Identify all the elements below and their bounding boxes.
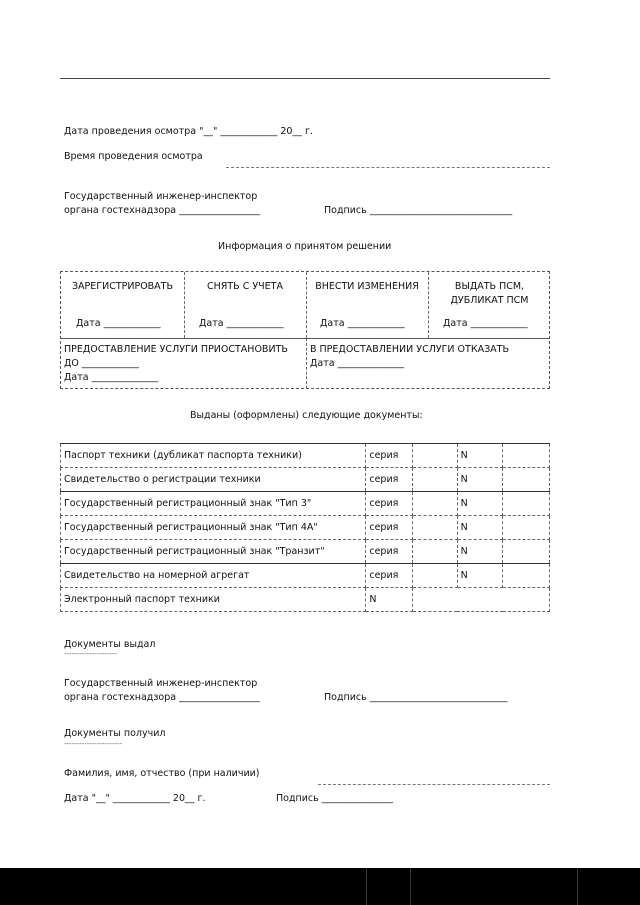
doc-series: серия [366, 516, 413, 540]
inspector-bottom-org: органа гостехнадзора _________________ [64, 692, 260, 703]
decision-issue-psm-line1: ВЫДАТЬ ПСМ, [454, 281, 525, 292]
doc-series-value [413, 444, 458, 468]
doc-n: N [457, 516, 503, 540]
suspend-title: ПРЕДОСТАВЛЕНИЕ УСЛУГИ ПРИОСТАНОВИТЬ [64, 344, 288, 355]
documents-table [60, 443, 550, 612]
received-label: Документы получил [64, 728, 166, 739]
inspector-bottom-title: Государственный инженер-инспектор [64, 678, 258, 689]
doc-n-value [503, 516, 550, 540]
doc-series: серия [366, 492, 413, 516]
inspector-signature: Подпись ______________________________ [324, 205, 513, 216]
table-row [61, 468, 550, 492]
doc-series-value [413, 492, 458, 516]
suspend-date: Дата ______________ [64, 372, 159, 383]
doc-series-value [413, 540, 458, 564]
inspector-bottom-signature: Подпись _____________________________ [324, 692, 508, 703]
inspector-org: органа гостехнадзора _________________ [64, 205, 260, 216]
table-row [61, 516, 550, 540]
doc-name: Свидетельство на номерной агрегат [61, 564, 366, 588]
doc-n-value [503, 492, 550, 516]
table-row [61, 564, 550, 588]
table-row [61, 540, 550, 564]
doc-n-value [503, 468, 550, 492]
decision-date-3: Дата ____________ [320, 318, 405, 329]
doc-n: N [457, 468, 503, 492]
doc-n: N [457, 540, 503, 564]
decision-register: ЗАРЕГИСТРИРОВАТЬ [71, 281, 174, 292]
doc-name: Государственный регистрационный знак "Транзит" [61, 540, 366, 564]
decision-issue-psm [428, 280, 551, 308]
divider [61, 338, 549, 339]
received-signature: Подпись _______________ [276, 793, 394, 804]
inspection-date: Дата проведения осмотра "__" ____________ 20__ г. [64, 126, 313, 137]
doc-series-value [413, 516, 458, 540]
received-date: Дата "__" ____________ 20__ г. [64, 793, 206, 804]
divider [306, 338, 307, 389]
divider [410, 868, 411, 905]
issued-line: --------------------- [64, 650, 118, 658]
doc-n: N [457, 492, 503, 516]
doc-n-value [413, 588, 550, 612]
table-row [61, 444, 550, 468]
fio-line [318, 784, 550, 785]
doc-n-value [503, 444, 550, 468]
doc-n: N [457, 564, 503, 588]
refuse-date: Дата ______________ [310, 358, 405, 369]
doc-name: Электронный паспорт техники [61, 588, 366, 612]
inspection-time-line [226, 167, 550, 168]
decision-title: Информация о принятом решении [218, 241, 392, 252]
table-row [61, 588, 550, 612]
doc-name: Государственный регистрационный знак "Тип 4А" [61, 516, 366, 540]
doc-series-value [413, 564, 458, 588]
top-rule [60, 78, 550, 79]
scan-bar [0, 868, 640, 905]
doc-series: серия [366, 468, 413, 492]
decision-issue-psm-line2: ДУБЛИКАТ ПСМ [450, 295, 529, 306]
divider [577, 868, 578, 905]
doc-n: N [366, 588, 413, 612]
fio-label: Фамилия, имя, отчество (при наличии) [64, 768, 260, 779]
divider [366, 868, 367, 905]
received-line: ----------------------- [64, 740, 123, 748]
doc-name: Паспорт техники (дубликат паспорта техники) [61, 444, 366, 468]
inspector-title: Государственный инженер-инспектор [64, 191, 258, 202]
decision-date-1: Дата ____________ [76, 318, 161, 329]
inspection-time-label: Время проведения осмотра [64, 151, 203, 162]
doc-n-value [503, 564, 550, 588]
doc-n: N [457, 444, 503, 468]
doc-series-value [413, 468, 458, 492]
doc-name: Свидетельство о регистрации техники [61, 468, 366, 492]
doc-series: серия [366, 540, 413, 564]
issued-label: Документы выдал [64, 639, 156, 650]
decision-deregister: СНЯТЬ С УЧЕТА [207, 281, 283, 292]
doc-n-value [503, 540, 550, 564]
table-row [61, 492, 550, 516]
decision-date-2: Дата ____________ [199, 318, 284, 329]
documents-title: Выданы (оформлены) следующие документы: [190, 410, 423, 421]
doc-series: серия [366, 564, 413, 588]
decision-modify: ВНЕСТИ ИЗМЕНЕНИЯ [315, 281, 419, 292]
decision-table [60, 271, 550, 389]
doc-series: серия [366, 444, 413, 468]
refuse-title: В ПРЕДОСТАВЛЕНИИ УСЛУГИ ОТКАЗАТЬ [310, 344, 509, 355]
doc-name: Государственный регистрационный знак "Тип 3" [61, 492, 366, 516]
suspend-until: ДО ____________ [64, 358, 139, 369]
decision-date-4: Дата ____________ [443, 318, 528, 329]
